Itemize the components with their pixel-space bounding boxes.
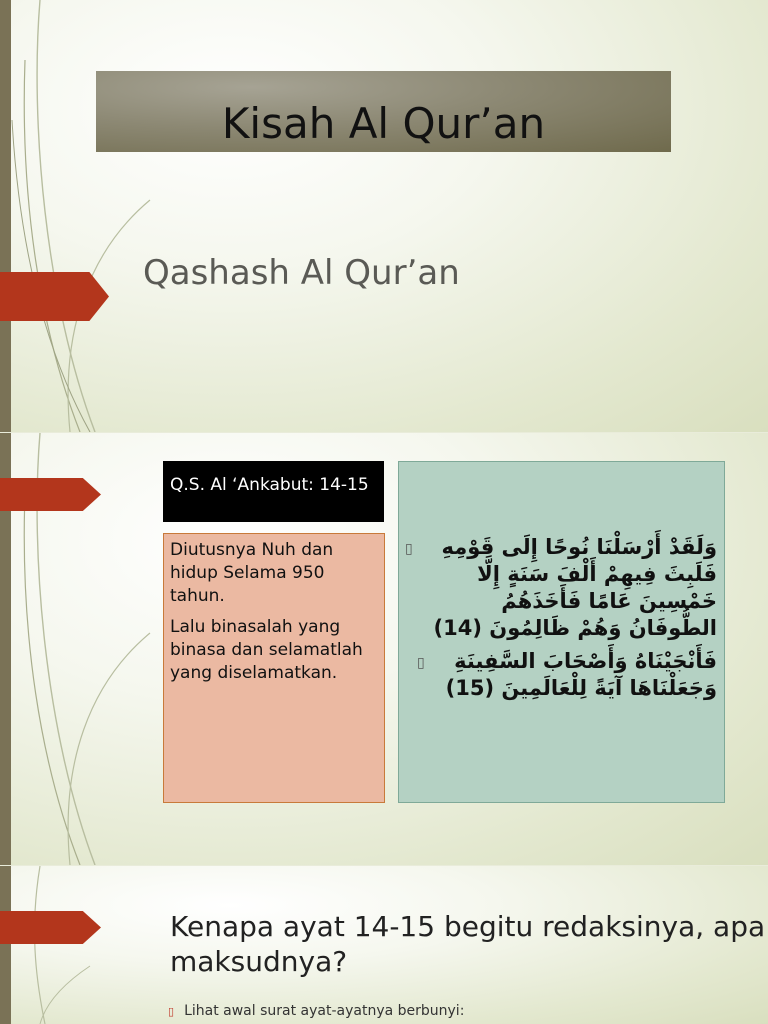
- accent-arrow: [0, 272, 109, 321]
- hollow-square-bullet-icon: ▯: [405, 541, 413, 557]
- explanation-box: [163, 533, 385, 803]
- explanation-note: Diutusnya Nuh dan hidup Selama 950 tahun.: [170, 540, 334, 606]
- verse-text: وَلَقَدْ أَرْسَلْنَا نُوحًا إِلَى قَوْمِهِ فَلَبِثَ فِيهِمْ أَلْفَ سَنَةٍ إِلَّا خَمْسِينَ عَامًا فَأَخَذَهُمُ الطُّوفَانُ وَهُمْ ظَالِمُونَ (14): [433, 535, 717, 640]
- verse-text: فَأَنْجَيْنَاهُ وَأَصْحَابَ السَّفِينَةِ وَجَعَلْنَاهَا آيَةً لِلْعَالَمِينَ (15): [445, 649, 717, 700]
- hollow-square-bullet-icon: ▯: [168, 1005, 175, 1018]
- title-box: [96, 71, 671, 152]
- explanation-note: Lalu binasalah yang binasa dan selamatlah yang diselamatkan.: [170, 617, 363, 683]
- slide-1: [0, 0, 768, 432]
- left-accent-bar: [0, 0, 11, 432]
- verse-box: [398, 461, 725, 803]
- left-accent-bar: [0, 866, 11, 1024]
- bullet-item: [168, 1003, 464, 1019]
- slide-3: [0, 866, 768, 1024]
- verse-14: [407, 534, 717, 642]
- accent-arrow: [0, 478, 101, 511]
- surah-reference-label: Q.S. Al ‘Ankabut: 14-15: [163, 461, 384, 522]
- slide-title: Kisah Al Qur’an: [221, 99, 546, 148]
- slide-subtitle: Qashash Al Qur’an: [143, 253, 460, 293]
- accent-arrow: [0, 911, 101, 944]
- verse-15: [407, 648, 717, 702]
- bullet-text: Lihat awal surat ayat-ayatnya berbunyi:: [184, 1003, 465, 1019]
- decorative-curves: [0, 0, 200, 432]
- hollow-square-bullet-icon: ▯: [417, 655, 425, 671]
- question-heading: Kenapa ayat 14-15 begitu redaksinya, apa maksudnya?: [170, 910, 766, 978]
